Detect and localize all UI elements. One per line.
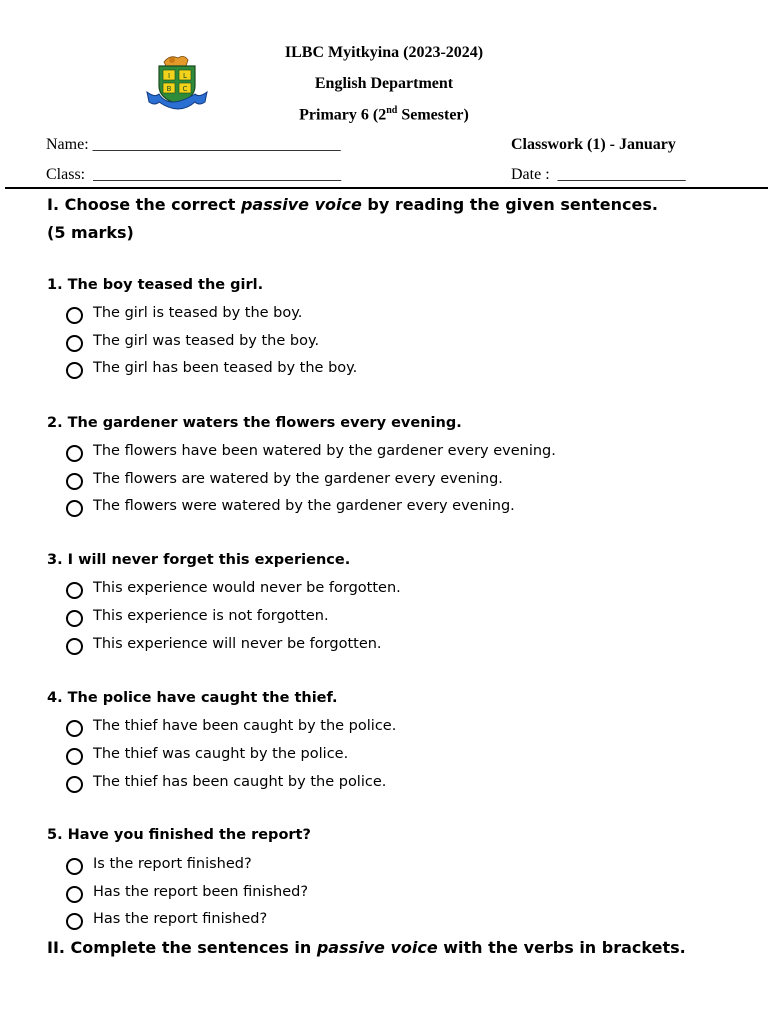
grade-suffix: Semester) [397,106,469,124]
option-label: The thief was caught by the police. [93,745,349,762]
option-label: The girl has been teased by the boy. [93,359,358,376]
q3-option-c[interactable] [66,635,382,652]
radio-icon[interactable] [66,445,83,462]
grade-prefix: Primary 6 (2 [299,106,387,124]
name-line: _______________________________ [92,136,341,153]
option-label: The flowers are watered by the gardener every evening. [93,470,503,487]
header-divider [5,187,768,189]
q4-option-b[interactable] [66,745,348,762]
question-1: 1. The boy teased the girl. [47,277,264,293]
q1-option-b[interactable] [66,332,319,349]
option-label: The thief have been caught by the police. [93,717,397,734]
option-label: This experience is not forgotten. [93,607,329,624]
section-1-post: by reading the given sentences. [361,195,658,214]
class-label: Class: [46,166,86,183]
q1-option-a[interactable] [66,304,302,321]
name-label: Name: [46,136,89,153]
q3-option-b[interactable] [66,607,329,624]
logo-letter-1: I [167,72,171,80]
radio-icon[interactable] [66,913,83,930]
question-4: 4. The police have caught the thief. [47,690,338,706]
section-2-post: with the verbs in brackets. [437,938,686,957]
q2-option-a[interactable] [66,442,556,459]
logo-letter-3: B [166,85,172,93]
section-2-em: passive voice [316,938,438,957]
section-1-marks: (5 marks) [47,223,134,242]
radio-icon[interactable] [66,638,83,655]
radio-icon[interactable] [66,500,83,517]
q5-option-b[interactable] [66,883,308,900]
date-line: ________________ [557,166,686,183]
question-2: 2. The gardener waters the flowers every evening. [47,415,462,431]
option-label: The flowers have been watered by the gardener every evening. [93,442,556,459]
logo-letter-4: C [182,85,188,93]
radio-icon[interactable] [66,307,83,324]
q2-option-b[interactable] [66,470,503,487]
radio-icon[interactable] [66,720,83,737]
q3-option-a[interactable] [66,579,401,596]
grade-sup: nd [386,105,398,116]
radio-icon[interactable] [66,473,83,490]
section-2-pre: II. Complete the sentences in [47,938,317,957]
option-label: The girl is teased by the boy. [93,304,303,321]
question-5: 5. Have you finished the report? [47,827,311,843]
date-label: Date : [511,166,550,183]
option-label: The thief has been caught by the police. [93,773,387,790]
radio-icon[interactable] [66,362,83,379]
option-label: Is the report finished? [93,855,252,872]
school-title: ILBC Myitkyina (2023-2024) [284,44,484,61]
q4-option-a[interactable] [66,717,396,734]
question-3: 3. I will never forget this experience. [47,552,351,568]
class-line: _______________________________ [93,166,342,183]
radio-icon[interactable] [66,886,83,903]
department-title: English Department [314,75,454,92]
q5-option-a[interactable] [66,855,252,872]
logo-letter-2: L [183,72,187,80]
option-label: The girl was teased by the boy. [93,332,320,349]
q4-option-c[interactable] [66,773,386,790]
class-field [46,166,341,184]
date-field [511,166,686,184]
option-label: Has the report been finished? [93,883,309,900]
q1-option-c[interactable] [66,359,357,376]
option-label: This experience would never be forgotten. [93,579,401,596]
section-2-heading [47,938,686,957]
section-1-pre: I. Choose the correct [47,195,241,214]
radio-icon[interactable] [66,582,83,599]
radio-icon[interactable] [66,776,83,793]
radio-icon[interactable] [66,858,83,875]
section-1-heading [47,195,658,214]
radio-icon[interactable] [66,748,83,765]
option-label: This experience will never be forgotten. [93,635,382,652]
radio-icon[interactable] [66,610,83,627]
grade-title [0,105,768,124]
classwork-title: Classwork (1) - January [511,136,676,153]
option-label: Has the report finished? [93,910,268,927]
radio-icon[interactable] [66,335,83,352]
section-1-em: passive voice [240,195,362,214]
option-label: The flowers were watered by the gardener every evening. [93,497,515,514]
name-field [46,136,341,154]
q5-option-c[interactable] [66,910,267,927]
q2-option-c[interactable] [66,497,515,514]
